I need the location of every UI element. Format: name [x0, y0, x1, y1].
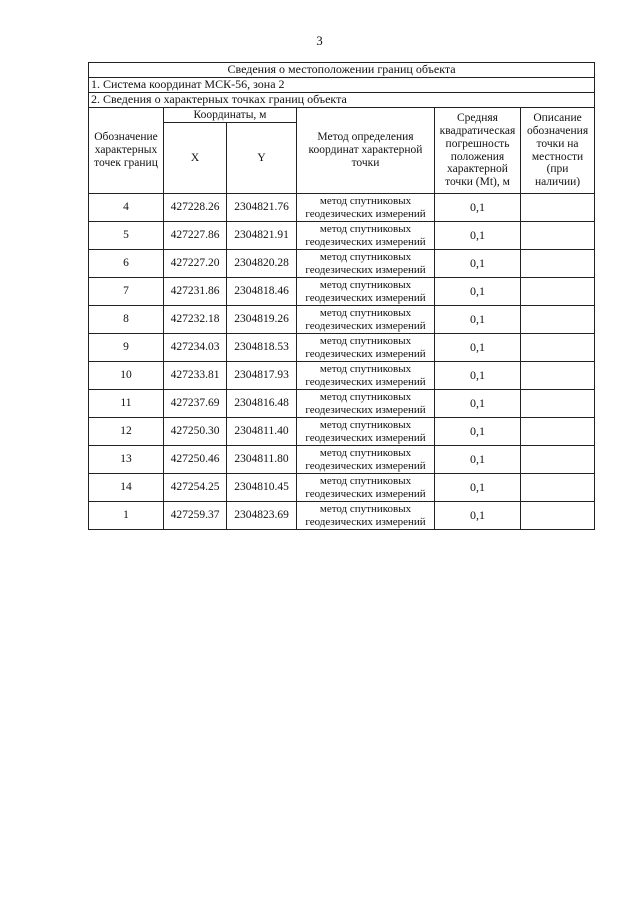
accuracy-cell: 0,1 [435, 446, 521, 474]
method-cell: метод спутниковых геодезических измерений [297, 306, 435, 334]
y-cell: 2304821.76 [227, 194, 297, 222]
table-row [89, 390, 595, 418]
method-cell: метод спутниковых геодезических измерений [297, 446, 435, 474]
method-cell: метод спутниковых геодезических измерений [297, 362, 435, 390]
y-cell: 2304820.28 [227, 250, 297, 278]
description-cell [521, 418, 595, 446]
point-cell: 10 [89, 362, 164, 390]
point-cell: 13 [89, 446, 164, 474]
method-cell: метод спутниковых геодезических измерений [297, 194, 435, 222]
method-cell: метод спутниковых геодезических измерений [297, 278, 435, 306]
point-cell: 5 [89, 222, 164, 250]
accuracy-cell: 0,1 [435, 362, 521, 390]
point-cell: 12 [89, 418, 164, 446]
accuracy-cell: 0,1 [435, 194, 521, 222]
x-cell: 427233.81 [164, 362, 227, 390]
description-cell [521, 306, 595, 334]
description-cell [521, 446, 595, 474]
table-row [89, 418, 595, 446]
table-row [89, 250, 595, 278]
description-cell [521, 222, 595, 250]
y-cell: 2304823.69 [227, 502, 297, 530]
point-cell: 6 [89, 250, 164, 278]
accuracy-cell: 0,1 [435, 334, 521, 362]
accuracy-cell: 0,1 [435, 306, 521, 334]
x-cell: 427237.69 [164, 390, 227, 418]
table-row [89, 502, 595, 530]
description-cell [521, 334, 595, 362]
description-cell [521, 250, 595, 278]
accuracy-cell: 0,1 [435, 222, 521, 250]
y-cell: 2304811.40 [227, 418, 297, 446]
accuracy-cell: 0,1 [435, 390, 521, 418]
header-accuracy: Средняя квадратическая погрешность положения характерной точки (Mt), м [435, 108, 521, 194]
table-row [89, 194, 595, 222]
description-cell [521, 474, 595, 502]
description-cell [521, 390, 595, 418]
point-cell: 8 [89, 306, 164, 334]
y-cell: 2304810.45 [227, 474, 297, 502]
y-cell: 2304821.91 [227, 222, 297, 250]
header-method: Метод определения координат характерной точки [297, 108, 435, 194]
description-cell [521, 502, 595, 530]
x-cell: 427250.30 [164, 418, 227, 446]
points-section-heading: 2. Сведения о характерных точках границ объекта [89, 93, 595, 108]
point-cell: 1 [89, 502, 164, 530]
x-cell: 427228.26 [164, 194, 227, 222]
x-cell: 427234.03 [164, 334, 227, 362]
method-cell: метод спутниковых геодезических измерений [297, 390, 435, 418]
header-x: X [164, 123, 227, 194]
x-cell: 427227.20 [164, 250, 227, 278]
coordinate-system-section: 1. Система координат МСК-56, зона 2 [89, 78, 595, 93]
accuracy-cell: 0,1 [435, 278, 521, 306]
x-cell: 427250.46 [164, 446, 227, 474]
point-cell: 7 [89, 278, 164, 306]
table-title: Сведения о местоположении границ объекта [89, 63, 595, 78]
method-cell: метод спутниковых геодезических измерений [297, 334, 435, 362]
table-row [89, 362, 595, 390]
page-number: 3 [316, 33, 323, 48]
x-cell: 427231.86 [164, 278, 227, 306]
table-row [89, 222, 595, 250]
x-cell: 427254.25 [164, 474, 227, 502]
y-cell: 2304818.53 [227, 334, 297, 362]
y-cell: 2304818.46 [227, 278, 297, 306]
accuracy-cell: 0,1 [435, 250, 521, 278]
description-cell [521, 194, 595, 222]
description-cell [521, 278, 595, 306]
header-point-designation: Обозначение характерных точек границ [89, 108, 164, 194]
x-cell: 427259.37 [164, 502, 227, 530]
header-y: Y [227, 123, 297, 194]
header-coordinates: Координаты, м [164, 108, 297, 123]
header-description: Описание обозначения точки на местности (при наличии) [521, 108, 595, 194]
table-row [89, 446, 595, 474]
method-cell: метод спутниковых геодезических измерений [297, 474, 435, 502]
table-row [89, 278, 595, 306]
boundary-points-table [88, 62, 595, 530]
method-cell: метод спутниковых геодезических измерений [297, 418, 435, 446]
method-cell: метод спутниковых геодезических измерений [297, 222, 435, 250]
accuracy-cell: 0,1 [435, 474, 521, 502]
x-cell: 427227.86 [164, 222, 227, 250]
point-cell: 4 [89, 194, 164, 222]
accuracy-cell: 0,1 [435, 418, 521, 446]
method-cell: метод спутниковых геодезических измерений [297, 250, 435, 278]
y-cell: 2304819.26 [227, 306, 297, 334]
x-cell: 427232.18 [164, 306, 227, 334]
point-cell: 14 [89, 474, 164, 502]
y-cell: 2304811.80 [227, 446, 297, 474]
y-cell: 2304817.93 [227, 362, 297, 390]
point-cell: 9 [89, 334, 164, 362]
point-cell: 11 [89, 390, 164, 418]
table-row [89, 334, 595, 362]
table-row [89, 474, 595, 502]
table-row [89, 306, 595, 334]
y-cell: 2304816.48 [227, 390, 297, 418]
description-cell [521, 362, 595, 390]
accuracy-cell: 0,1 [435, 502, 521, 530]
method-cell: метод спутниковых геодезических измерений [297, 502, 435, 530]
